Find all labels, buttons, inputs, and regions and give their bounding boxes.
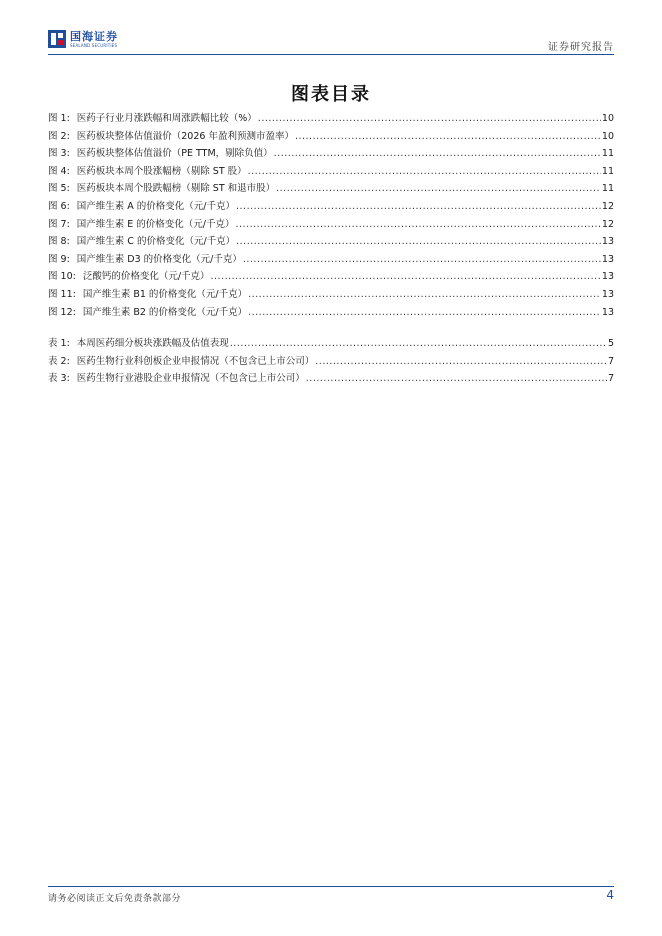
toc-table-entry-label: 表 3: [48, 373, 70, 385]
dot-leader [258, 110, 601, 128]
dot-leader [274, 145, 601, 163]
toc-figure-entry-page: 11 [601, 183, 614, 195]
toc-figure-entry[interactable] [48, 198, 614, 216]
toc-figure-entry-page: 11 [601, 165, 614, 177]
toc-figure-entry-page: 13 [601, 271, 614, 283]
toc-table-entry-page: 7 [607, 355, 614, 367]
toc-figure-entry[interactable] [48, 128, 614, 146]
toc-figure-entry-title: 医药板块本周个股跌幅榜（剔除 ST 和退市股） [76, 183, 276, 195]
dot-leader [211, 268, 601, 286]
toc-table-entry-label: 表 1: [48, 338, 70, 349]
toc-figure-entry-label: 图 2: [48, 130, 70, 142]
sealand-logo-icon [48, 30, 66, 48]
toc-figure-entry-title: 医药板块整体估值溢价（2026 年盈利预测市盈率） [76, 130, 294, 142]
dot-leader [236, 216, 601, 234]
toc-figure-entry-page: 13 [601, 236, 614, 248]
toc-figure-entry-title: 医药子行业月涨跌幅和周涨跌幅比较（%） [76, 113, 257, 124]
toc-figure-entry[interactable] [48, 251, 614, 269]
toc-figure-entry[interactable] [48, 180, 614, 198]
toc-figure-entry[interactable] [48, 304, 614, 322]
toc-figure-entry-label: 图 9: [48, 253, 70, 265]
page-title: 图表目录 [291, 84, 371, 105]
toc-figure-entry[interactable] [48, 286, 614, 304]
toc-figure-entry-label: 图 11: [48, 288, 76, 300]
dot-leader [276, 180, 601, 198]
toc-figure-entry-label: 图 8: [48, 236, 70, 248]
toc-figure-entry-page: 13 [601, 253, 614, 265]
toc-figure-entry-title: 国产维生素 E 的价格变化（元/千克） [76, 218, 235, 230]
dot-leader [230, 335, 607, 353]
toc-figure-entry-label: 图 5: [48, 183, 70, 195]
dot-leader [236, 233, 601, 251]
dot-leader [243, 251, 601, 269]
dot-leader [248, 304, 601, 322]
toc-table-entry[interactable] [48, 335, 614, 353]
toc-figure-entry-page: 13 [601, 306, 614, 318]
dot-leader [315, 353, 607, 371]
dot-leader [248, 163, 601, 181]
toc-figure-entry[interactable] [48, 163, 614, 181]
toc-figure-entry[interactable] [48, 145, 614, 163]
toc-figure-entry[interactable] [48, 216, 614, 234]
toc-figure-entry-page: 12 [601, 218, 614, 230]
toc-figure-entry[interactable] [48, 110, 614, 128]
page-header [48, 30, 614, 54]
dot-leader [306, 370, 607, 388]
toc-figure-entry-page: 12 [601, 200, 614, 212]
dot-leader [295, 128, 601, 146]
toc-figure-entry-label: 图 3: [48, 148, 70, 160]
toc-figure-entry-label: 图 1: [48, 113, 70, 124]
company-logo [48, 30, 118, 48]
dot-leader [236, 198, 601, 216]
toc-table-entry[interactable] [48, 370, 614, 388]
toc-figure-entry-title: 国产维生素 A 的价格变化（元/千克） [76, 200, 236, 212]
toc-table-entry-page: 7 [607, 373, 614, 385]
toc-figure-entry-title: 国产维生素 D3 的价格变化（元/千克） [76, 253, 242, 265]
toc-figure-entry-page: 13 [601, 288, 614, 300]
toc-figure-entry-title: 泛酸钙的价格变化（元/千克） [82, 271, 210, 283]
toc-figure-entry-page: 10 [601, 113, 614, 124]
toc-table-entry-title: 医药生物行业港股企业申报情况（不包含已上市公司） [76, 373, 305, 385]
page-number: 4 [606, 888, 614, 902]
toc-figure-entry-title: 国产维生素 B1 的价格变化（元/千克） [82, 288, 248, 300]
footer-disclaimer: 请务必阅读正文后免责条款部分 [48, 894, 182, 904]
toc-figure-entry-label: 图 4: [48, 165, 70, 177]
toc-table-entry[interactable] [48, 353, 614, 371]
toc-figure-entry[interactable] [48, 268, 614, 286]
toc-table-entry-page: 5 [607, 338, 614, 349]
toc-figure-entry-title: 国产维生素 B2 的价格变化（元/千克） [82, 306, 248, 318]
toc-figure-entry-label: 图 6: [48, 200, 70, 212]
figure-list [48, 110, 614, 321]
report-type: 证券研究报告 [548, 42, 614, 53]
table-list [48, 335, 614, 388]
footer-divider [48, 886, 614, 887]
toc-figure-entry[interactable] [48, 233, 614, 251]
toc-figure-entry-page: 11 [601, 148, 614, 160]
toc-figure-entry-label: 图 7: [48, 218, 70, 230]
toc-figure-entry-title: 医药板块本周个股涨幅榜（剔除 ST 股） [76, 165, 247, 177]
toc-figure-entry-title: 国产维生素 C 的价格变化（元/千克） [76, 236, 236, 248]
toc-figure-entry-page: 10 [601, 130, 614, 142]
toc-table-entry-label: 表 2: [48, 355, 70, 367]
toc-figure-entry-label: 图 12: [48, 306, 76, 318]
logo-chinese-name: 国海证券 [70, 29, 118, 43]
toc-table-entry-title: 本周医药细分板块涨跌幅及估值表现 [76, 338, 229, 349]
header-divider [48, 54, 614, 55]
logo-english-name: SEALAND SECURITIES [70, 42, 118, 48]
toc-figure-entry-title: 医药板块整体估值溢价（PE TTM，剔除负值） [76, 148, 273, 160]
toc-figure-entry-label: 图 10: [48, 271, 76, 283]
toc-table-entry-title: 医药生物行业科创板企业申报情况（不包含已上市公司） [76, 355, 315, 367]
dot-leader [248, 286, 601, 304]
